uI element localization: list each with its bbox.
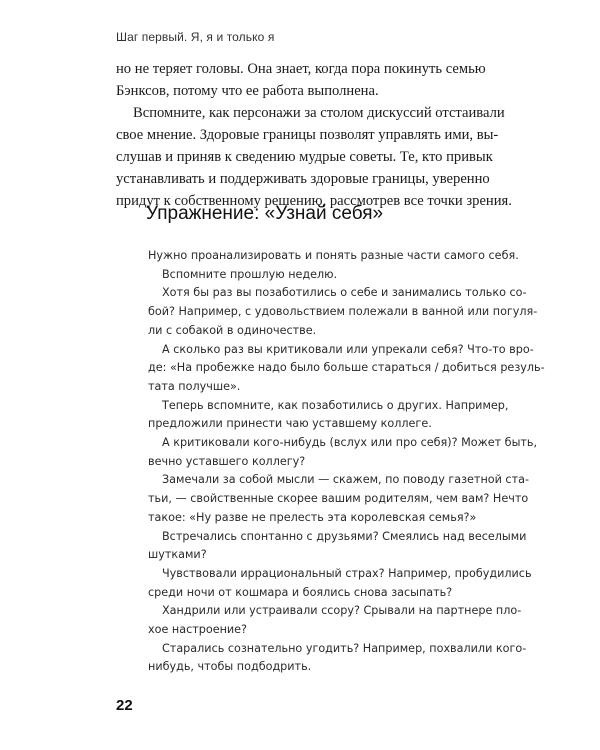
exercise-text <box>148 247 545 677</box>
body-line: придут к собственному решению, рассмотрев все точки зрения. <box>116 193 512 209</box>
exercise-line: такое: «Ну разве не прелесть эта королевская семья?» <box>148 510 477 524</box>
exercise-line: вечно уставшего коллегу? <box>148 454 306 468</box>
exercise-line: шутками? <box>148 548 207 562</box>
exercise-line: нибудь, чтобы подбодрить. <box>148 660 312 674</box>
exercise-line: предложили принести чаю уставшему коллеге. <box>148 417 432 431</box>
exercise-line: Замечали за собой мысли — скажем, по поводу газетной ста- <box>162 473 529 487</box>
body-line: устанавливать и поддерживать здоровые границы, уверенно <box>116 171 490 187</box>
exercise-line: бой? Например, с удовольствием полежали в ванной или погуля- <box>148 305 538 319</box>
body-line: свое мнение. Здоровые границы позволят управлять ими, вы- <box>116 127 499 143</box>
exercise-line: Встречались спонтанно с друзьями? Смеялись над веселыми <box>162 529 527 543</box>
body-line: Бэнксов, потому что ее работа выполнена. <box>116 83 379 99</box>
exercise-title: Упражнение: «Узнай себя» <box>146 203 384 224</box>
exercise-line: Хандрили или устраивали ссору? Срывали на партнере пло- <box>162 604 522 618</box>
exercise-line: тьи, — свойственные скорее вашим родителям, чем вам? Нечто <box>148 492 529 506</box>
body-line: слушав и приняв к сведению мудрые советы. Те, кто привык <box>116 149 493 165</box>
exercise-line: А сколько раз вы критиковали или упрекали себя? Что-то вро- <box>162 342 534 356</box>
exercise-line: Теперь вспомните, как позаботились о других. Например, <box>162 398 509 412</box>
body-line: Вспомните, как персонажи за столом дискуссий отстаивали <box>133 105 505 121</box>
body-text <box>116 58 512 212</box>
exercise-line: среди ночи от кошмара и боялись снова засыпать? <box>148 585 453 599</box>
exercise-line: А критиковали кого-нибудь (вслух или про себя)? Может быть, <box>162 436 538 450</box>
exercise-line: Старались сознательно угодить? Например, похвалили кого- <box>162 641 527 655</box>
running-head: Шаг первый. Я, я и только я <box>116 30 275 44</box>
exercise-line: Вспомните прошлую неделю. <box>162 267 338 281</box>
body-line: но не теряет головы. Она знает, когда пора покинуть семью <box>116 61 486 77</box>
exercise-line: Нужно проанализировать и понять разные части самого себя. <box>148 249 519 262</box>
exercise-line: ли с собакой в одиночестве. <box>148 323 317 337</box>
exercise-line: Хотя бы раз вы позаботились о себе и занимались только со- <box>162 286 527 300</box>
exercise-line: Чувствовали иррациональный страх? Например, пробудились <box>162 566 532 580</box>
exercise-line: де: «На пробежке надо было больше стараться / добиться резуль- <box>148 361 545 375</box>
page-number: 22 <box>116 697 133 714</box>
exercise-line: тата получше». <box>148 379 241 393</box>
exercise-line: хое настроение? <box>148 623 247 637</box>
